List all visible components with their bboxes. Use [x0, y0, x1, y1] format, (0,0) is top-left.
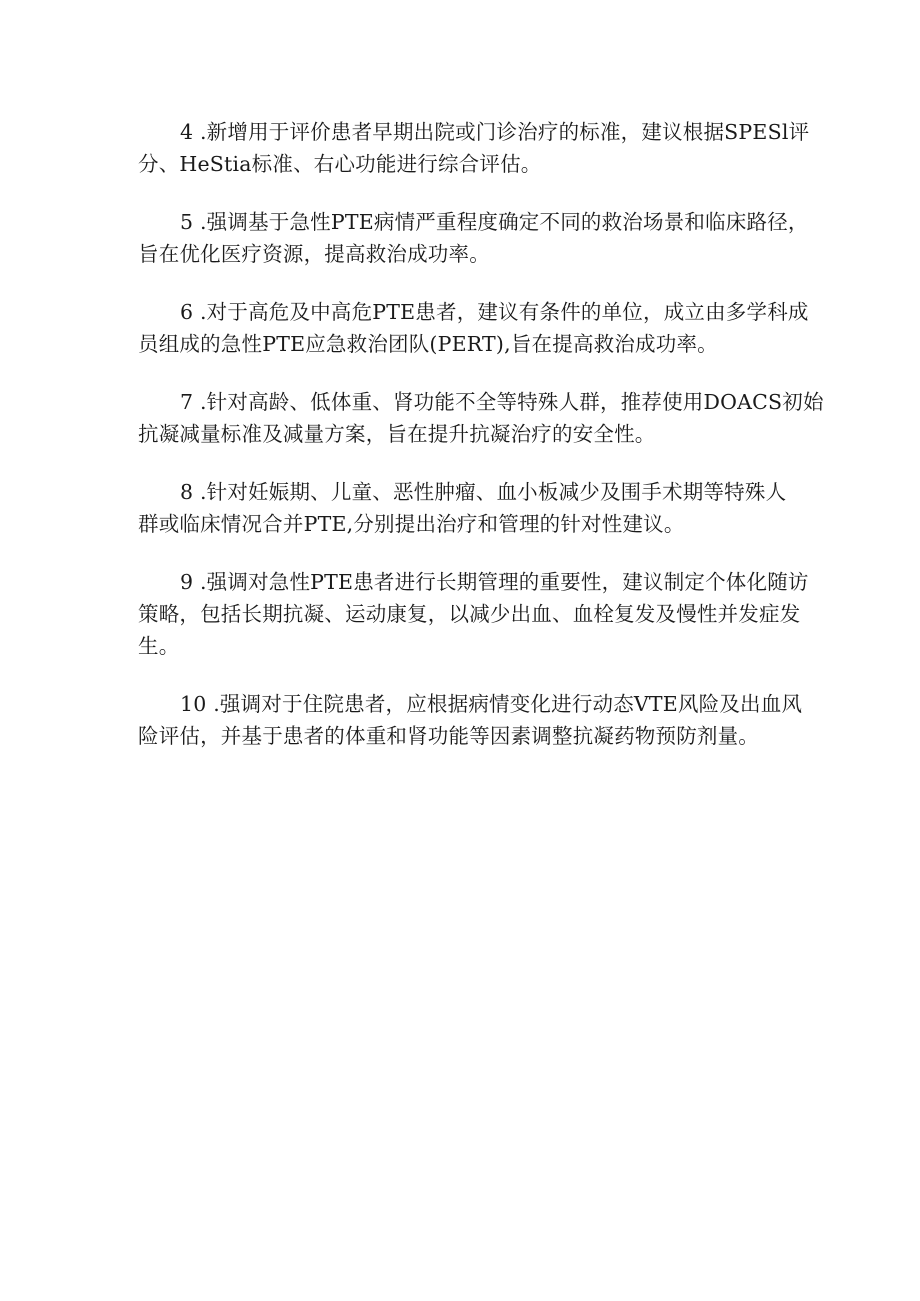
document-body — [138, 116, 824, 778]
paragraph-line: 5 .强调基于急性PTE病情严重程度确定不同的救治场景和临床路径， — [180, 210, 809, 234]
paragraph-line: 9 .强调对急性PTE患者进行长期管理的重要性，建议制定个体化随访 — [180, 570, 809, 594]
paragraph-line: 6 .对于高危及中高危PTE患者，建议有条件的单位，成立由多学科成 — [180, 300, 809, 324]
list-item — [138, 688, 803, 752]
paragraph-line: 抗凝减量标准及减量方案，旨在提升抗凝治疗的安全性。 — [138, 422, 656, 446]
paragraph-line: 策略，包括长期抗凝、运动康复，以减少出血、血栓复发及慢性并发症发 — [138, 602, 801, 626]
paragraph-line: 7 .针对高龄、低体重、肾功能不全等特殊人群，推荐使用DOACS初始 — [180, 390, 824, 414]
list-item — [138, 206, 809, 270]
list-item — [138, 566, 809, 662]
paragraph-line: 10 .强调对于住院患者，应根据病情变化进行动态VTE风险及出血风 — [180, 692, 803, 716]
paragraph-line: 员组成的急性PTE应急救治团队(PERT),旨在提高救治成功率。 — [138, 332, 718, 356]
paragraph-line: 分、HeStia标准、右心功能进行综合评估。 — [138, 152, 542, 176]
list-item — [138, 476, 790, 540]
paragraph-line: 生。 — [138, 634, 180, 658]
paragraph-line: 险评估，并基于患者的体重和肾功能等因素调整抗凝药物预防剂量。 — [138, 724, 759, 748]
paragraph-line: 8 .针对妊娠期、儿童、恶性肿瘤、血小板减少及围手术期等特殊人 — [180, 480, 787, 504]
list-item — [138, 386, 824, 450]
paragraph-line: 群或临床情况合并PTE,分别提出治疗和管理的针对性建议。 — [138, 512, 685, 536]
paragraph-line: 旨在优化医疗资源，提高救治成功率。 — [138, 242, 490, 266]
list-item — [138, 116, 810, 180]
paragraph-line: 4 .新增用于评价患者早期出院或门诊治疗的标准，建议根据SPESl评 — [180, 120, 810, 144]
list-item — [138, 296, 809, 360]
